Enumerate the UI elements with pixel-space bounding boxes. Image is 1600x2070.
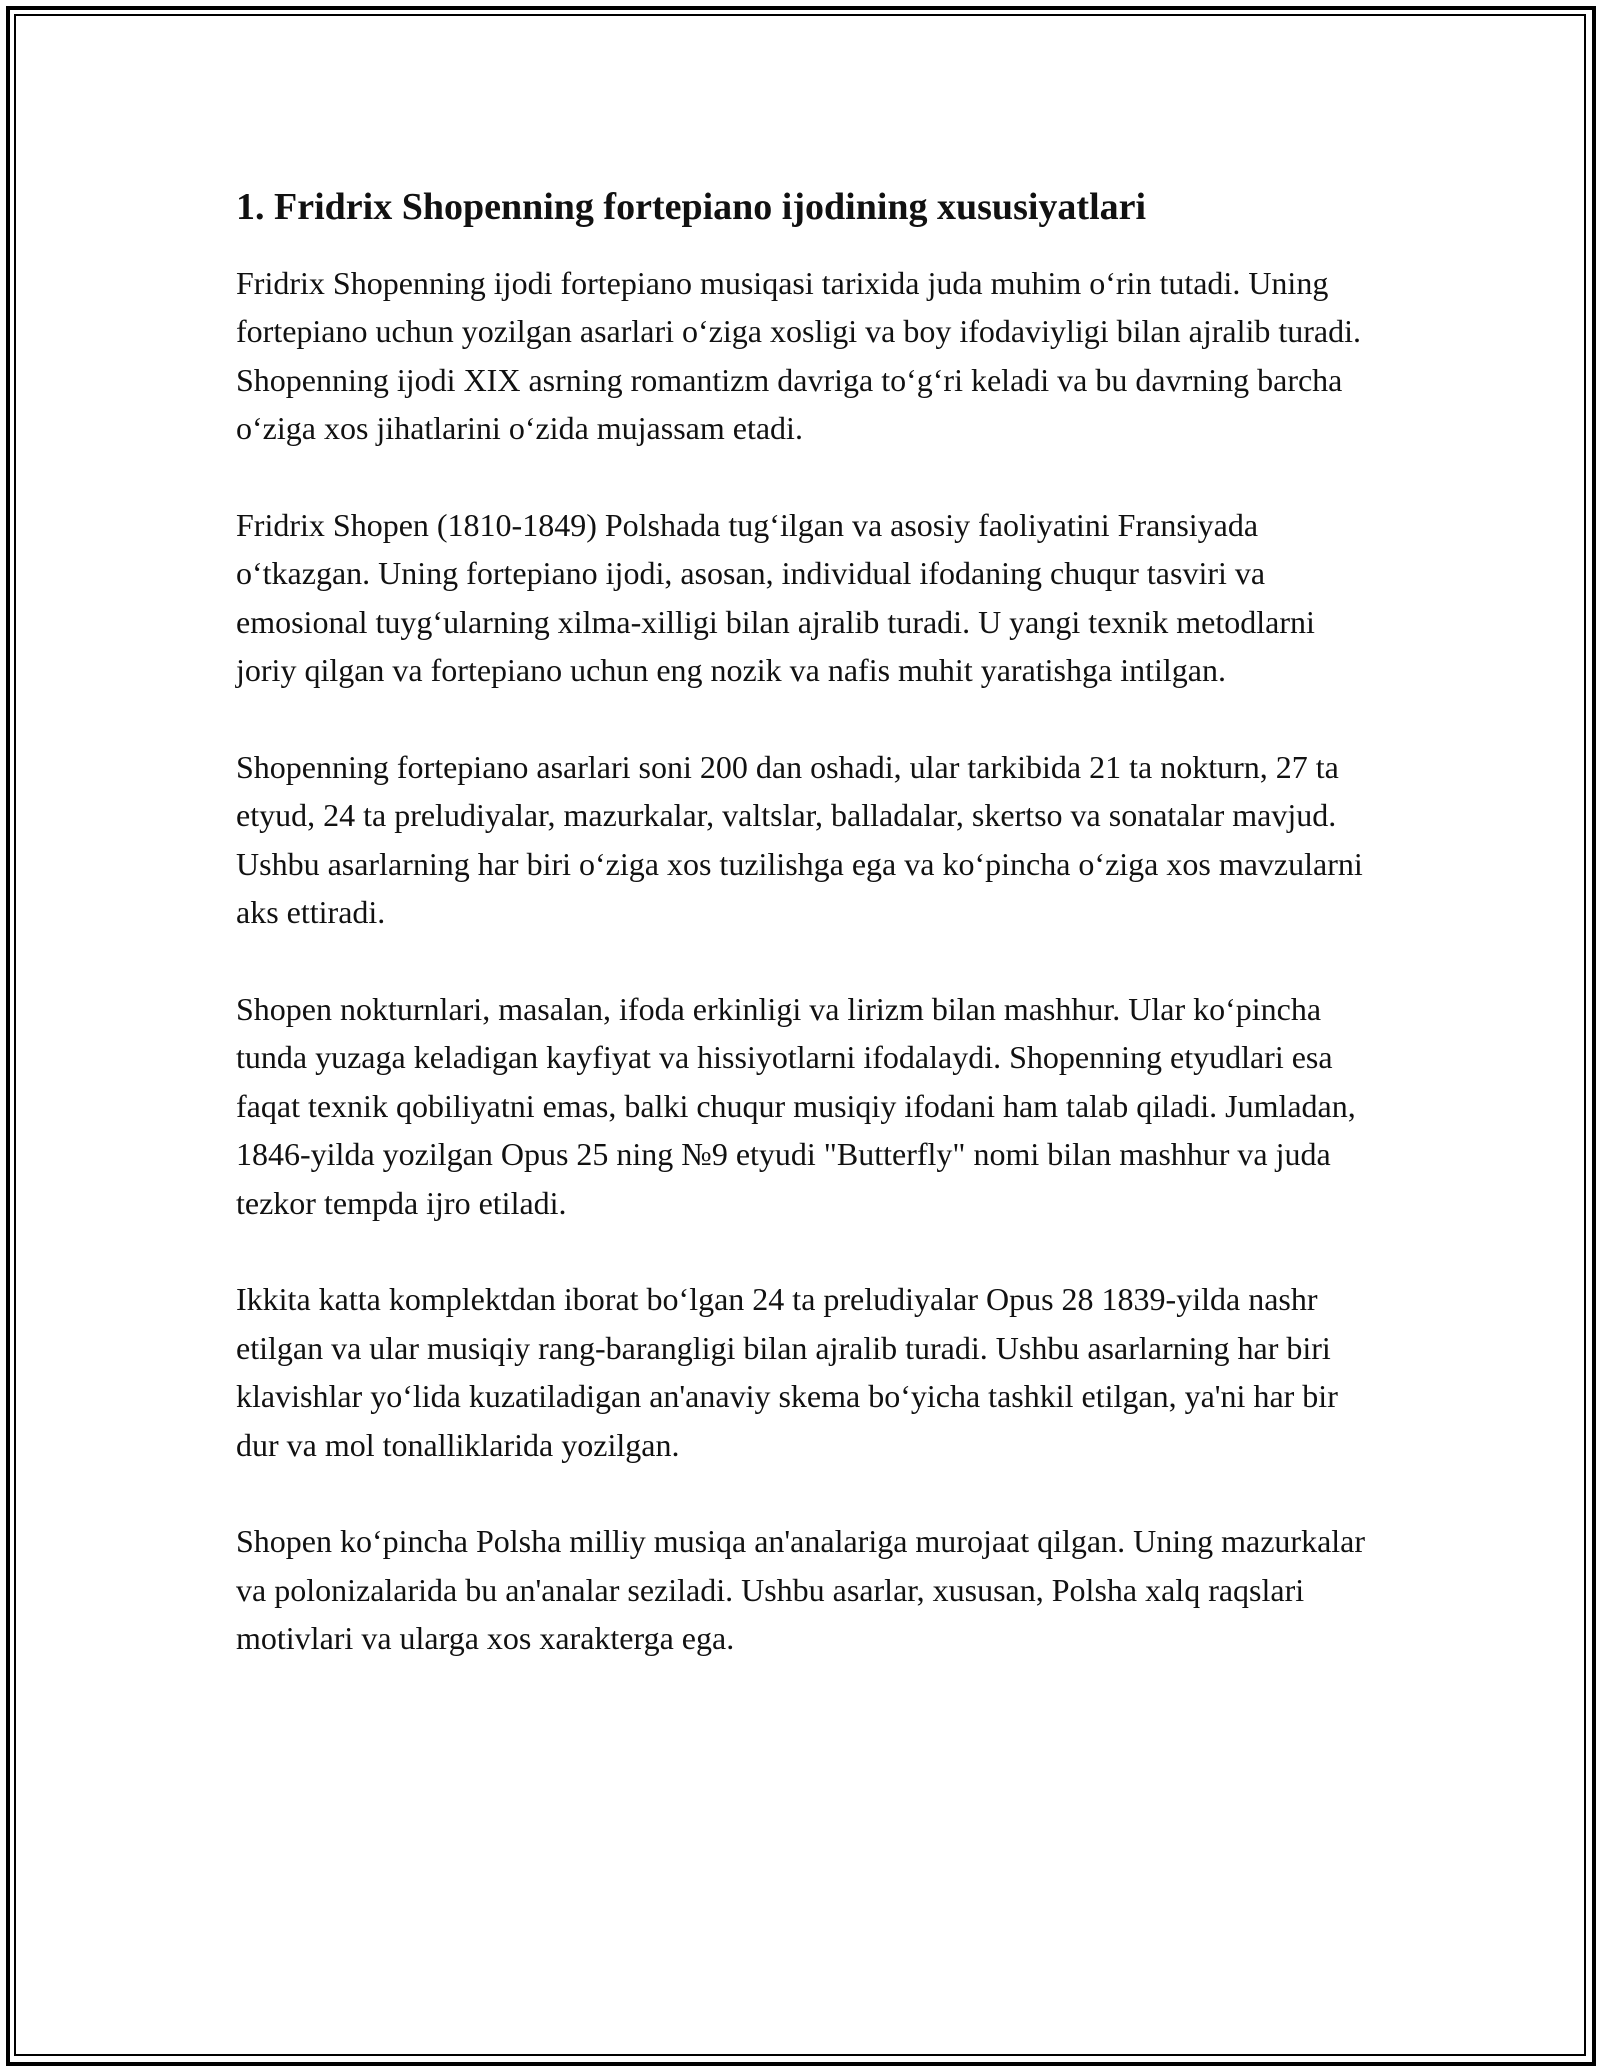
document-body [236, 185, 1366, 1711]
paragraph-3: Shopenning fortepiano asarlari soni 200 dan oshadi, ular tarkibida 21 ta nokturn, 27 ta etyud, 24 ta preludiyalar, mazurkalar, valtslar, balladalar, skertso va sonatalar mavjud. Ushbu asarlarning har biri o‘ziga xos tuzilishga ega va ko‘pincha o‘ziga xos mavzularni aks ettiradi. [236, 748, 1363, 931]
document-title: 1. Fridrix Shopenning fortepiano ijodining xususiyatlari [236, 186, 1147, 228]
paragraph-2: Fridrix Shopen (1810-1849) Polshada tug‘ilgan va asosiy faoliyatini Fransiyada o‘tkazgan. Uning fortepiano ijodi, asosan, individual ifodaning chuqur tasviri va emosional tuyg‘ularning xilma-xilligi bilan ajralib turadi. U yangi texnik metodlarni joriy qilgan va fortepiano uchun eng nozik va nafis muhit yaratishga intilgan. [236, 506, 1315, 689]
paragraph-1: Fridrix Shopenning ijodi fortepiano musiqasi tarixida juda muhim o‘rin tutadi. Uning fortepiano uchun yozilgan asarlari o‘ziga xosligi va boy ifodaviyligi bilan ajralib turadi. Shopenning ijodi XIX asrning romantizm davriga to‘g‘ri keladi va bu davrning barcha o‘ziga xos jihatlarini o‘zida mujassam etadi. [236, 264, 1361, 447]
paragraph-4: Shopen nokturnlari, masalan, ifoda erkinligi va lirizm bilan mashhur. Ular ko‘pincha tunda yuzaga keladigan kayfiyat va hissiyotlarni ifodalaydi. Shopenning etyudlari esa faqat texnik qobiliyatni emas, balki chuqur musiqiy ifodani ham talab qiladi. Jumladan, 1846-yilda yozilgan Opus 25 ning №9 etyudi "Butterfly" nomi bilan mashhur va juda tezkor tempda ijro etiladi. [236, 990, 1356, 1221]
paragraph-5: Ikkita katta komplektdan iborat bo‘lgan 24 ta preludiyalar Opus 28 1839-yilda nashr etilgan va ular musiqiy rang-barangligi bilan ajralib turadi. Ushbu asarlarning har biri klavishlar yo‘lida kuzatiladigan an'anaviy skema bo‘yicha tashkil etilgan, ya'ni har bir dur va mol tonalliklarida yozilgan. [236, 1281, 1338, 1463]
paragraph-6: Shopen ko‘pincha Polsha milliy musiqa an'analariga murojaat qilgan. Uning mazurkalar va polonizalarida bu an'analar seziladi. Ushbu asarlar, xususan, Polsha xalq raqslari motivlari va ularga xos xarakterga ega. [236, 1523, 1366, 1657]
